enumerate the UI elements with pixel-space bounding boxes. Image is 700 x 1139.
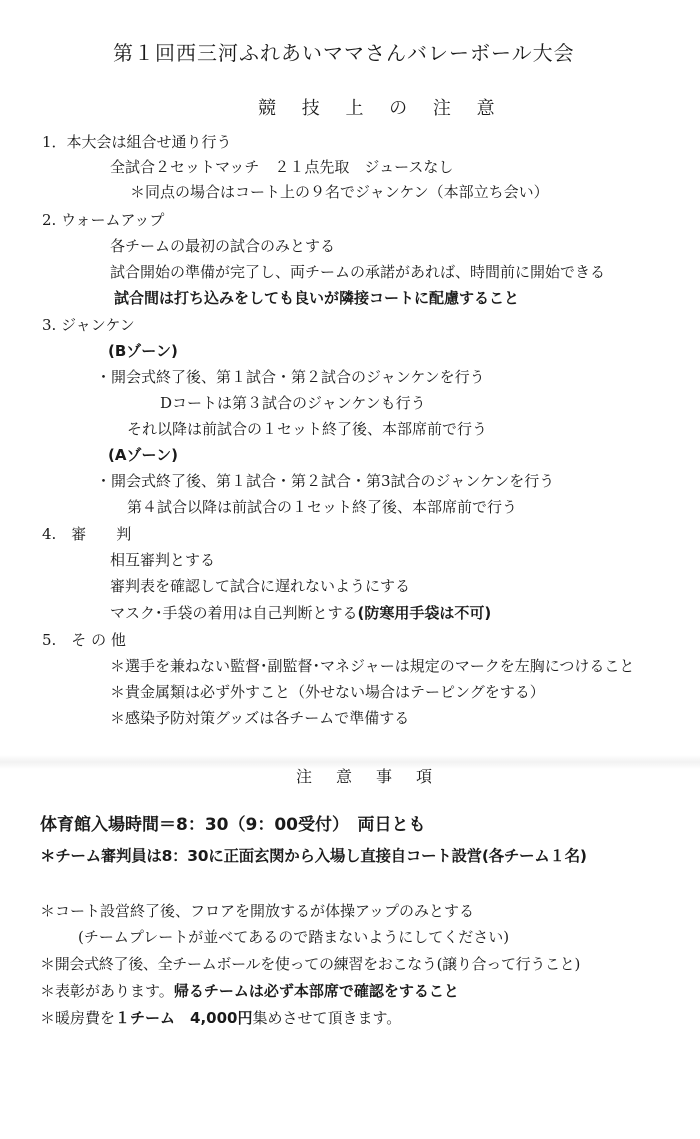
b-zone-line-2: Dコートは第３試合のジャンケンも行う — [160, 394, 426, 412]
section-3-heading: 3. ジャンケン — [42, 316, 135, 334]
notes-heading: 注 意 事 項 — [296, 767, 437, 786]
award-confirm-text: 帰るチームは必ず本部席で確認をすること — [173, 982, 459, 1000]
section-5-heading: 5. そ の 他 — [42, 631, 126, 649]
referee-note: ＊チーム審判員は8：30に正面玄関から入場し直接自コート設営(各チーム１名) — [40, 847, 587, 865]
heating-fee-suffix: 集めさせて頂きます。 — [252, 1009, 402, 1027]
section-2-line-1: 各チームの最初の試合のみとする — [110, 237, 336, 255]
section-1-line-1: 全試合２セットマッチ ２１点先取 ジュースなし — [110, 158, 454, 176]
section-5-line-1: ＊選手を兼ねない監督･副監督･マネジャーは規定のマークを左胸につけること — [110, 657, 635, 675]
cold-gloves-note: (防寒用手袋は不可) — [357, 604, 492, 622]
section-5-line-3: ＊感染予防対策グッズは各チームで準備する — [110, 709, 410, 727]
b-zone-line-1: ・開会式終了後、第１試合・第２試合のジャンケンを行う — [96, 368, 485, 386]
document-title: 第１回西三河ふれあいママさんバレーボール大会 — [113, 41, 575, 65]
award-text: ＊表彰があります。 — [40, 982, 174, 1000]
section-4-line-2: 審判表を確認して試合に遅れないようにする — [110, 577, 411, 595]
note-1: ＊コート設営終了後、フロアを開放するが体操アップのみとする — [40, 902, 474, 920]
heating-fee-prefix: ＊暖房費を — [40, 1009, 116, 1027]
mask-gloves-text: マスク･手袋の着用は自己判断とする — [110, 604, 358, 622]
a-zone-line-2: 第４試合以降は前試合の１セット終了後、本部席前で行う — [127, 498, 518, 516]
b-zone-line-3: それ以降は前試合の１セット終了後、本部席前で行う — [127, 420, 488, 438]
b-zone-label: (Bゾーン) — [108, 342, 178, 360]
section-5-line-2: ＊貴金属類は必ず外すこと（外せない場合はテーピングをする） — [110, 683, 545, 701]
entry-time: 体育館入場時間＝8：30（9：00受付） 両日とも — [40, 815, 426, 835]
section-1-heading: 1．本大会は組合せ通り行う — [42, 133, 232, 151]
rules-heading: 競 技 上 の 注 意 — [258, 98, 505, 119]
note-1-sub: (チームプレートが並べてあるので踏まないようにしてください) — [78, 928, 510, 946]
section-4-line-3 — [110, 603, 491, 623]
section-2-heading: 2. ウォームアップ — [42, 211, 165, 229]
section-2-line-3: 試合間は打ち込みをしても良いが隣接コートに配慮すること — [114, 289, 520, 307]
section-1-line-2: ＊同点の場合はコート上の９名でジャンケン（本部立ち会い） — [130, 183, 549, 201]
section-2-line-2: 試合開始の準備が完了し、両チームの承諾があれば、時間前に開始できる — [110, 263, 606, 281]
a-zone-line-1: ・開会式終了後、第１試合・第２試合・第3試合のジャンケンを行う — [96, 472, 555, 490]
section-4-heading: 4. 審 判 — [42, 525, 132, 543]
a-zone-label: (Aゾーン) — [108, 446, 179, 464]
note-2: ＊開会式終了後、全チームボールを使っての練習をおこなう(譲り合って行うこと) — [40, 955, 581, 973]
note-3 — [40, 981, 459, 1001]
heating-fee-amount: １チーム 4,000円 — [115, 1009, 253, 1027]
section-4-line-1: 相互審判とする — [110, 551, 216, 569]
note-4 — [40, 1008, 401, 1028]
